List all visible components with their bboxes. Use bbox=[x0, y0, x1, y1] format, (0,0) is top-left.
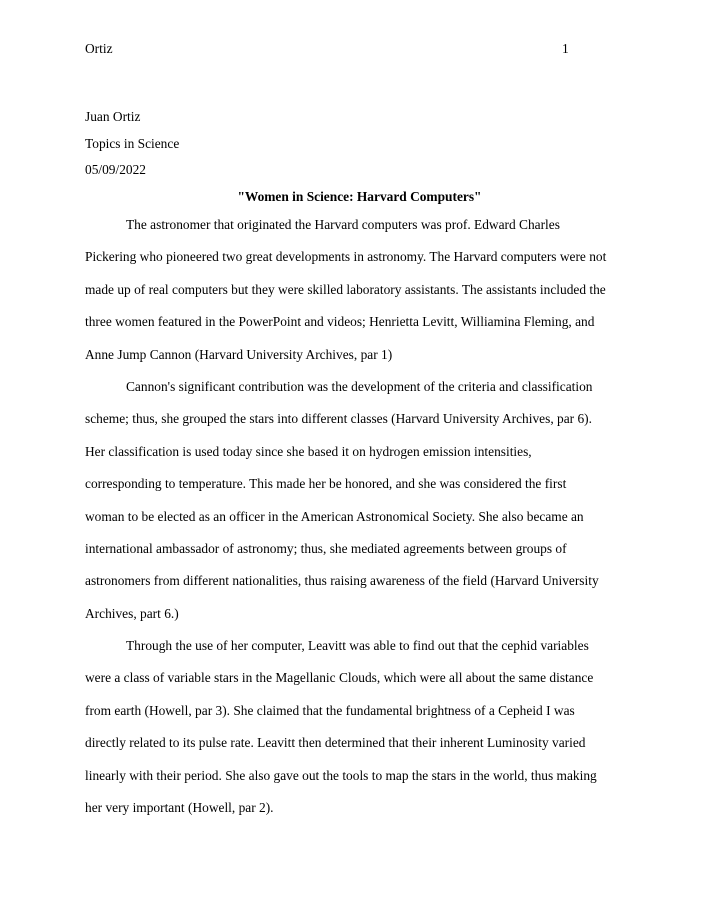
text-line: astronomers from different nationalities, thus raising awareness of the field (Harvard University bbox=[85, 573, 599, 589]
text-line: scheme; thus, she grouped the stars into different classes (Harvard University Archives, par 6). bbox=[85, 411, 592, 427]
text-line: were a class of variable stars in the Magellanic Clouds, which were all about the same distance bbox=[85, 670, 594, 686]
text-line: directly related to its pulse rate. Leavitt then determined that their inherent Luminosity varied bbox=[85, 735, 586, 751]
text-line: Through the use of her computer, Leavitt was able to find out that the cephid variables bbox=[126, 638, 589, 654]
author-name: Juan Ortiz bbox=[85, 109, 141, 124]
document-date: 05/09/2022 bbox=[85, 162, 147, 177]
text-line: international ambassador of astronomy; thus, she mediated agreements between groups of bbox=[85, 540, 567, 556]
body-text bbox=[85, 216, 635, 831]
text-line: Anne Jump Cannon (Harvard University Archives, par 1) bbox=[85, 346, 393, 362]
mla-heading bbox=[85, 109, 635, 189]
paragraph-1 bbox=[85, 216, 635, 378]
text-line: Her classification is used today since she based it on hydrogen emission intensities, bbox=[85, 443, 532, 459]
text-line: her very important (Howell, par 2). bbox=[85, 800, 274, 816]
text-line: made up of real computers but they were skilled laboratory assistants. The assistants included the bbox=[85, 281, 606, 297]
course-name: Topics in Science bbox=[85, 135, 180, 151]
text-line: Pickering who pioneered two great developments in astronomy. The Harvard computers were not bbox=[85, 249, 607, 265]
running-header-name: Ortiz bbox=[85, 41, 113, 56]
text-line: The astronomer that originated the Harvard computers was prof. Edward Charles bbox=[126, 217, 560, 232]
document-title: "Women in Science: Harvard Computers" bbox=[237, 189, 482, 204]
text-line: linearly with their period. She also gave out the tools to map the stars in the world, thus making bbox=[85, 767, 597, 783]
text-line: corresponding to temperature. This made her be honored, and she was considered the first bbox=[85, 476, 567, 492]
page-number: 1 bbox=[562, 41, 569, 56]
paragraph-2 bbox=[85, 378, 635, 637]
text-line: three women featured in the PowerPoint and videos; Henrietta Levitt, Williamina Fleming, and bbox=[85, 314, 595, 330]
paragraph-3 bbox=[85, 637, 635, 831]
text-line: Archives, part 6.) bbox=[85, 605, 179, 621]
text-line: from earth (Howell, par 3). She claimed that the fundamental brightness of a Cepheid I was bbox=[85, 702, 575, 718]
text-line: Cannon's significant contribution was the development of the criteria and classification bbox=[126, 378, 593, 394]
text-line: woman to be elected as an officer in the American Astronomical Society. She also became an bbox=[85, 508, 584, 524]
